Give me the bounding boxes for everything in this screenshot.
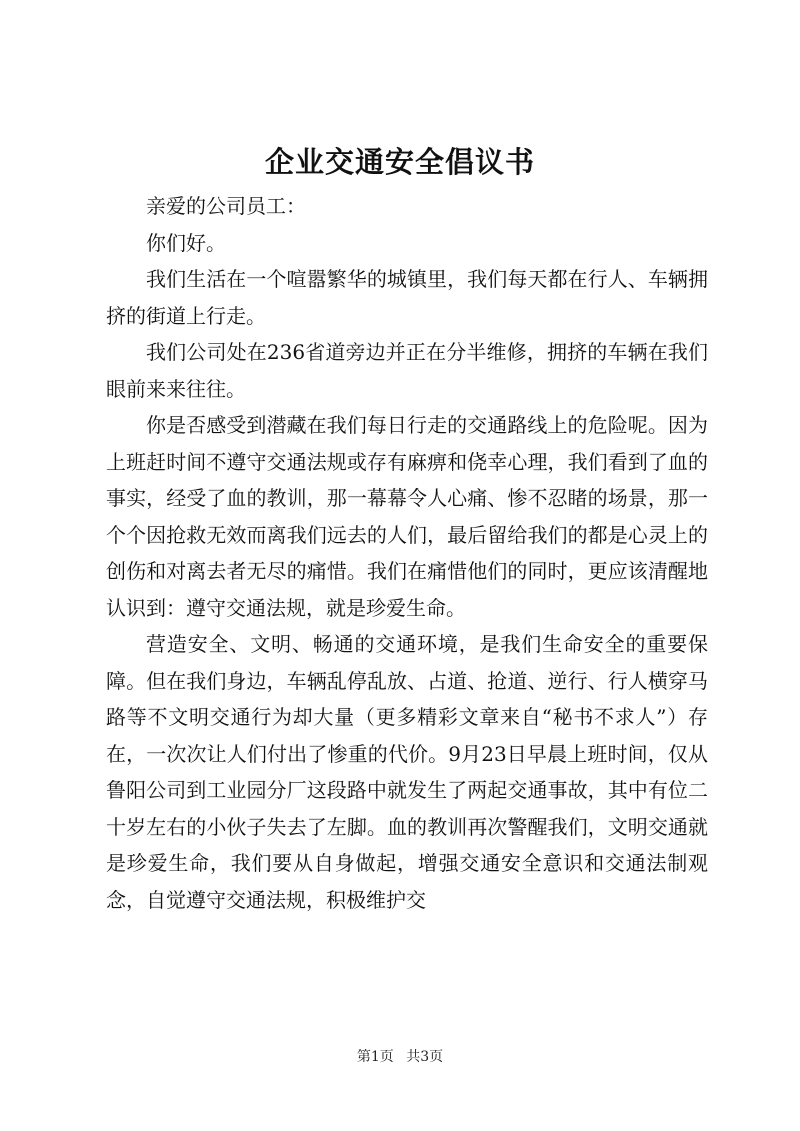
document-title: 企业交通安全倡议书 xyxy=(264,145,535,179)
body-paragraph: 你是否感受到潜藏在我们每日行走的交通路线上的危险呢。因为上班赶时间不遵守交通法规或存有麻痹和侥幸心理，我们看到了血的事实，经受了血的教训，那一幕幕令人心痛、惨不忍睹的场景，那一个个因抢救无效而离我们远去的人们，最后留给我们的都是心灵上的创伤和对离去者无尽的痛惜。我们在痛惜他们的同时，更应该清醒地认识到：遵守交通法规，就是珍爱生命。 xyxy=(106,413,708,620)
body-paragraph: 我们生活在一个喧嚣繁华的城镇里，我们每天都在行人、车辆拥挤的街道上行走。 xyxy=(106,267,708,328)
body-paragraph: 营造安全、文明、畅通的交通环境，是我们生命安全的重要保障。但在我们身边，车辆乱停乱放、占道、抢道、逆行、行人横穿马路等不文明交通行为却大量（更多精彩文章来自“秘书不求人”）存在，一次次让人们付出了惨重的代价。9月23日早晨上班时间，仅从鲁阳公司到工业园分厂这段路中就发生了两起交通事故，其中有位二十岁左右的小伙子失去了左脚。血的教训再次警醒我们，文明交通就是珍爱生命，我们要从自身做起，增强交通安全意识和交通法制观念，自觉遵守交通法规，积极维护交 xyxy=(106,632,708,912)
greeting: 你们好。 xyxy=(146,230,226,255)
document-body xyxy=(106,188,708,918)
page-footer xyxy=(0,1046,800,1066)
salutation: 亲爱的公司员工： xyxy=(146,194,306,218)
page-total: 共3页 xyxy=(406,1049,444,1065)
page-number: 第1页 xyxy=(356,1049,394,1065)
body-paragraph: 我们公司处在236省道旁边并正在分半维修，拥挤的车辆在我们眼前来来往往。 xyxy=(106,340,708,401)
